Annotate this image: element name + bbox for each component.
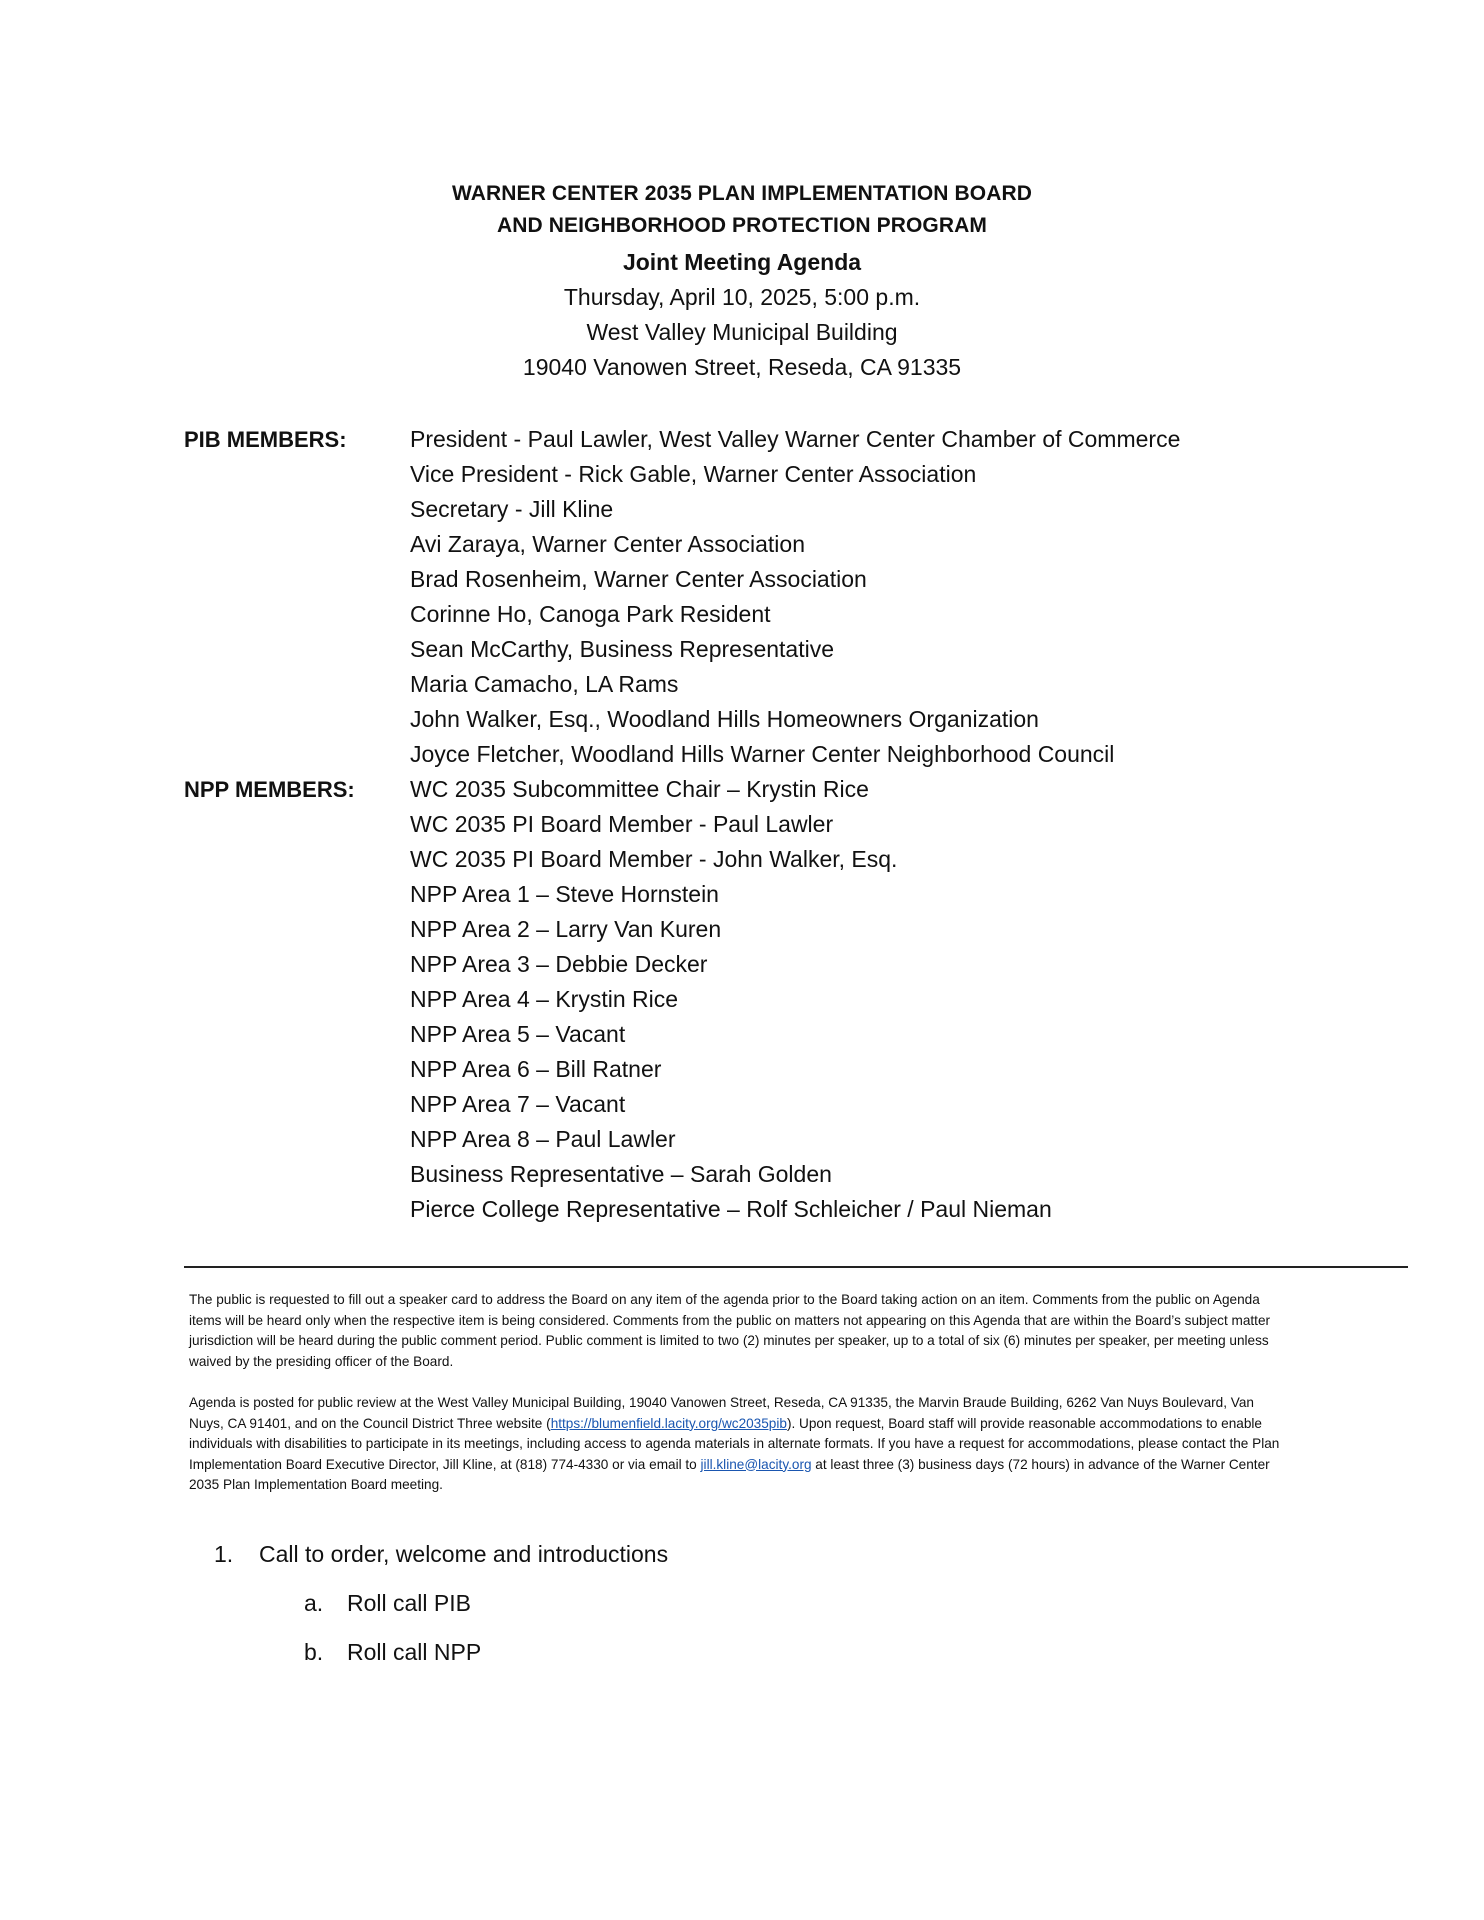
pib-members-group	[184, 422, 1334, 772]
pib-member: Vice President - Rick Gable, Warner Center Association	[410, 461, 977, 487]
pib-member: Secretary - Jill Kline	[410, 496, 614, 522]
npp-member: NPP Area 4 – Krystin Rice	[410, 986, 679, 1012]
subitem-text: Roll call NPP	[347, 1639, 482, 1665]
agenda-item-text: Call to order, welcome and introductions	[259, 1541, 669, 1567]
pib-member: Avi Zaraya, Warner Center Association	[410, 531, 805, 557]
pib-member: Joyce Fletcher, Woodland Hills Warner Center Neighborhood Council	[410, 741, 1115, 767]
council-website-link[interactable]: https://blumenfield.lacity.org/wc2035pib	[550, 1415, 787, 1431]
public-comment-paragraph: The public is requested to fill out a speaker card to address the Board on any item of the agenda prior to the Board taking action on an item. Comments from the public on Agenda items will be heard only when the respective item is being considered. Comments from the public on matters not appearing on this Agenda that are within the Board’s subject matter jurisdiction will be heard during the public comment period. Public comment is limited to two (2) minutes per speaker, up to a total of six (6) minutes per speaker, per meeting unless waived by the presiding officer of the Board.	[189, 1292, 1271, 1369]
board-title-line-1: WARNER CENTER 2035 PLAN IMPLEMENTATION BOARD	[452, 182, 1032, 205]
posting-text: Agenda is posted for public review at the West Valley Municipal Building, 19040 Vanowen Street, Reseda, CA 91335, the Marvin Braude Building, 6262 Van Nuys Boulevard, Van Nuys, CA 91401, and on the Council District Three website (	[189, 1395, 1254, 1431]
pib-member: President - Paul Lawler, West Valley Warner Center Chamber of Commerce	[410, 426, 1181, 452]
pib-member: Brad Rosenheim, Warner Center Association	[410, 566, 867, 592]
pib-member: Corinne Ho, Canoga Park Resident	[410, 601, 771, 627]
pib-member: Maria Camacho, LA Rams	[410, 671, 679, 697]
pib-members-list	[184, 422, 1334, 772]
npp-member: NPP Area 5 – Vacant	[410, 1021, 626, 1047]
agenda-item-number: 1.	[214, 1541, 234, 1567]
board-title-line-2: AND NEIGHBORHOOD PROTECTION PROGRAM	[496, 214, 987, 237]
public-notice	[189, 1290, 1289, 1517]
npp-members-list	[184, 772, 1334, 1227]
npp-member: NPP Area 6 – Bill Ratner	[410, 1056, 662, 1082]
npp-member: NPP Area 2 – Larry Van Kuren	[410, 916, 722, 942]
pib-member: John Walker, Esq., Woodland Hills Homeowners Organization	[410, 706, 1039, 732]
pib-members-label: PIB MEMBERS:	[184, 427, 347, 452]
meeting-venue: West Valley Municipal Building	[586, 319, 898, 345]
npp-member: NPP Area 7 – Vacant	[410, 1091, 626, 1117]
subitem-text: Roll call PIB	[347, 1590, 471, 1616]
npp-member: Business Representative – Sarah Golden	[410, 1161, 832, 1187]
section-divider	[184, 1266, 1408, 1268]
agenda-subtitle: Joint Meeting Agenda	[622, 249, 862, 275]
npp-member: Pierce College Representative – Rolf Schleicher / Paul Nieman	[410, 1196, 1052, 1222]
agenda-subitem-b	[214, 1634, 1214, 1670]
meeting-address: 19040 Vanowen Street, Reseda, CA 91335	[522, 354, 962, 380]
agenda-subitem-a	[214, 1585, 1214, 1621]
npp-members-group	[184, 772, 1334, 1227]
npp-members-label: NPP MEMBERS:	[184, 777, 355, 802]
subitem-letter: b.	[304, 1639, 324, 1665]
agenda-items	[214, 1536, 1214, 1670]
subitem-letter: a.	[304, 1590, 324, 1616]
advance-notice-text: at least three (3) business days (72 hours) in advance of the Warner Center 2035 Plan Implementation Board meeting.	[189, 1456, 1270, 1492]
posting-accommodation-paragraph	[189, 1393, 1289, 1496]
member-roster	[184, 422, 1334, 1227]
meeting-date: Thursday, April 10, 2025, 5:00 p.m.	[563, 284, 921, 310]
npp-member: NPP Area 3 – Debbie Decker	[410, 951, 708, 977]
agenda-item-1	[214, 1536, 1214, 1572]
npp-member: WC 2035 Subcommittee Chair – Krystin Rice	[410, 776, 869, 802]
pib-member: Sean McCarthy, Business Representative	[410, 636, 834, 662]
npp-member: WC 2035 PI Board Member - Paul Lawler	[410, 811, 834, 837]
director-email-link[interactable]: jill.kline@lacity.org	[700, 1456, 812, 1472]
npp-member: WC 2035 PI Board Member - John Walker, Esq.	[410, 846, 898, 872]
npp-member: NPP Area 8 – Paul Lawler	[410, 1126, 676, 1152]
npp-member: NPP Area 1 – Steve Hornstein	[410, 881, 719, 907]
accommodation-text: ). Upon request, Board staff will provide reasonable accommodations to enable individuals with disabilities to participate in its meetings, including access to agenda materials in alternate formats. If you have a request for accommodations, please contact the Plan Implementation Board Executive Director, Jill Kline, at (818) 774-4330 or via email to	[189, 1415, 1280, 1472]
agenda-header	[0, 178, 1484, 385]
